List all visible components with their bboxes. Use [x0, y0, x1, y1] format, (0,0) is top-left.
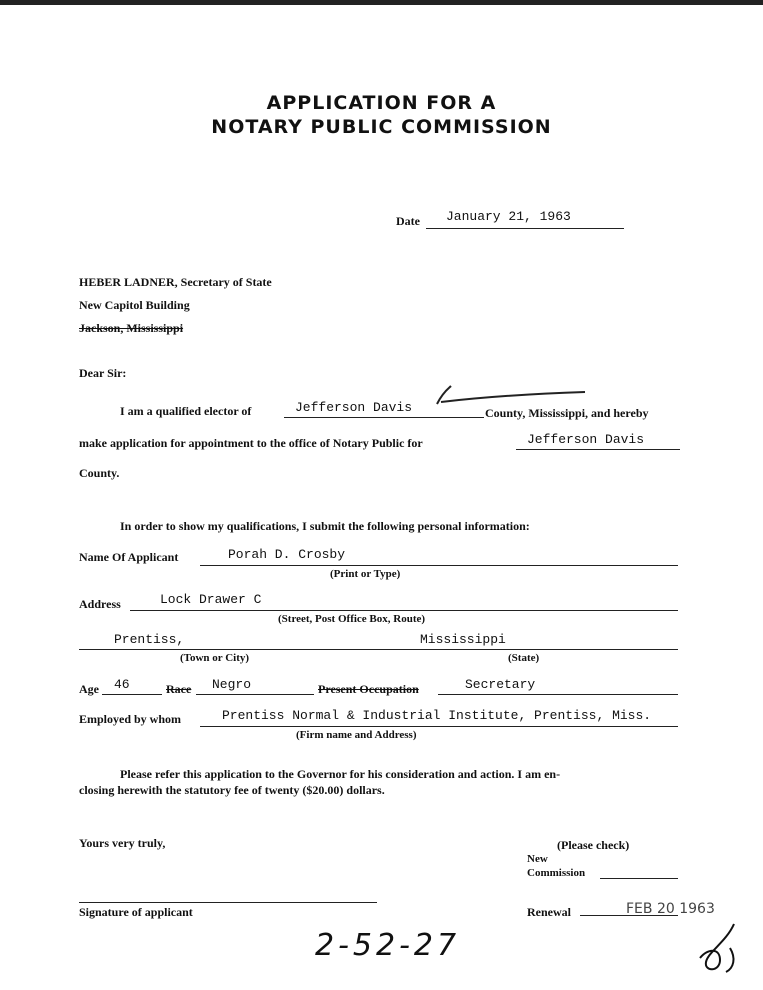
city-value: Prentiss, [114, 632, 185, 647]
para3-line2: closing herewith the statutory fee of twenty ($20.00) dollars. [79, 783, 385, 797]
new-commission-line [600, 878, 678, 879]
city-state-line [79, 649, 678, 650]
race-label: Race [166, 682, 192, 696]
name-value: Porah D. Crosby [228, 547, 346, 562]
address-label: Address [79, 597, 121, 611]
addressee-line1: HEBER LADNER, Secretary of State [79, 275, 272, 289]
address-caption: (Street, Post Office Box, Route) [278, 613, 426, 625]
notary-county: Jefferson Davis [527, 432, 645, 447]
check-heading: (Please check) [557, 838, 630, 852]
received-date-stamp: FEB 20 1963 [626, 901, 715, 917]
employer-value: Prentiss Normal & Industrial Institute, Prentiss, Miss. [222, 708, 652, 723]
age-label: Age [79, 682, 99, 696]
para1-line3: County. [79, 466, 120, 480]
name-line [200, 565, 678, 566]
address-value: Lock Drawer C [160, 592, 262, 607]
handwritten-mark [690, 918, 750, 978]
form-title-line2: NOTARY PUBLIC COMMISSION [211, 116, 552, 138]
age-line [102, 694, 162, 695]
form-title-line1: APPLICATION FOR A [266, 92, 497, 114]
addressee-line2: New Capitol Building [79, 298, 190, 312]
state-value: Mississippi [420, 632, 506, 647]
pen-mark [435, 384, 595, 406]
date-value: January 21, 1963 [446, 209, 571, 224]
city-caption: (Town or City) [180, 652, 250, 664]
race-line [196, 694, 314, 695]
occupation-line [438, 694, 678, 695]
date-label: Date [396, 214, 420, 228]
state-caption: (State) [508, 652, 540, 664]
name-label: Name Of Applicant [79, 550, 179, 564]
handwritten-number: 2-52-27 [315, 928, 461, 963]
signature-label: Signature of applicant [79, 905, 193, 919]
race-value: Negro [212, 677, 252, 692]
age-value: 46 [114, 677, 130, 692]
closing: Yours very truly, [79, 836, 166, 850]
employer-line [200, 726, 678, 727]
para1-suffix: County, Mississippi, and hereby [485, 406, 649, 420]
signature-line [79, 902, 377, 903]
elector-county: Jefferson Davis [295, 400, 413, 415]
commission-label: Commission [527, 867, 586, 879]
salutation: Dear Sir: [79, 366, 127, 380]
employer-caption: (Firm name and Address) [296, 729, 417, 741]
para1-prefix: I am a qualified elector of [120, 404, 252, 418]
date-line [426, 228, 624, 229]
addressee-line3: Jackson, Mississippi [79, 321, 184, 335]
notary-county-line [516, 449, 680, 450]
top-border [0, 0, 763, 5]
elector-county-line [284, 417, 484, 418]
occupation-value: Secretary [465, 677, 536, 692]
para1-line2-prefix: make application for appointment to the office of Notary Public for [79, 436, 423, 450]
employer-label: Employed by whom [79, 712, 182, 726]
address-line [130, 610, 678, 611]
new-label: New [527, 853, 548, 865]
para2: In order to show my qualifications, I submit the following personal information: [120, 519, 530, 533]
name-caption: (Print or Type) [330, 568, 401, 580]
para3-line1: Please refer this application to the Governor for his consideration and action. I am en- [120, 767, 561, 781]
renewal-label: Renewal [527, 905, 571, 919]
occupation-label: Present Occupation [318, 682, 419, 696]
